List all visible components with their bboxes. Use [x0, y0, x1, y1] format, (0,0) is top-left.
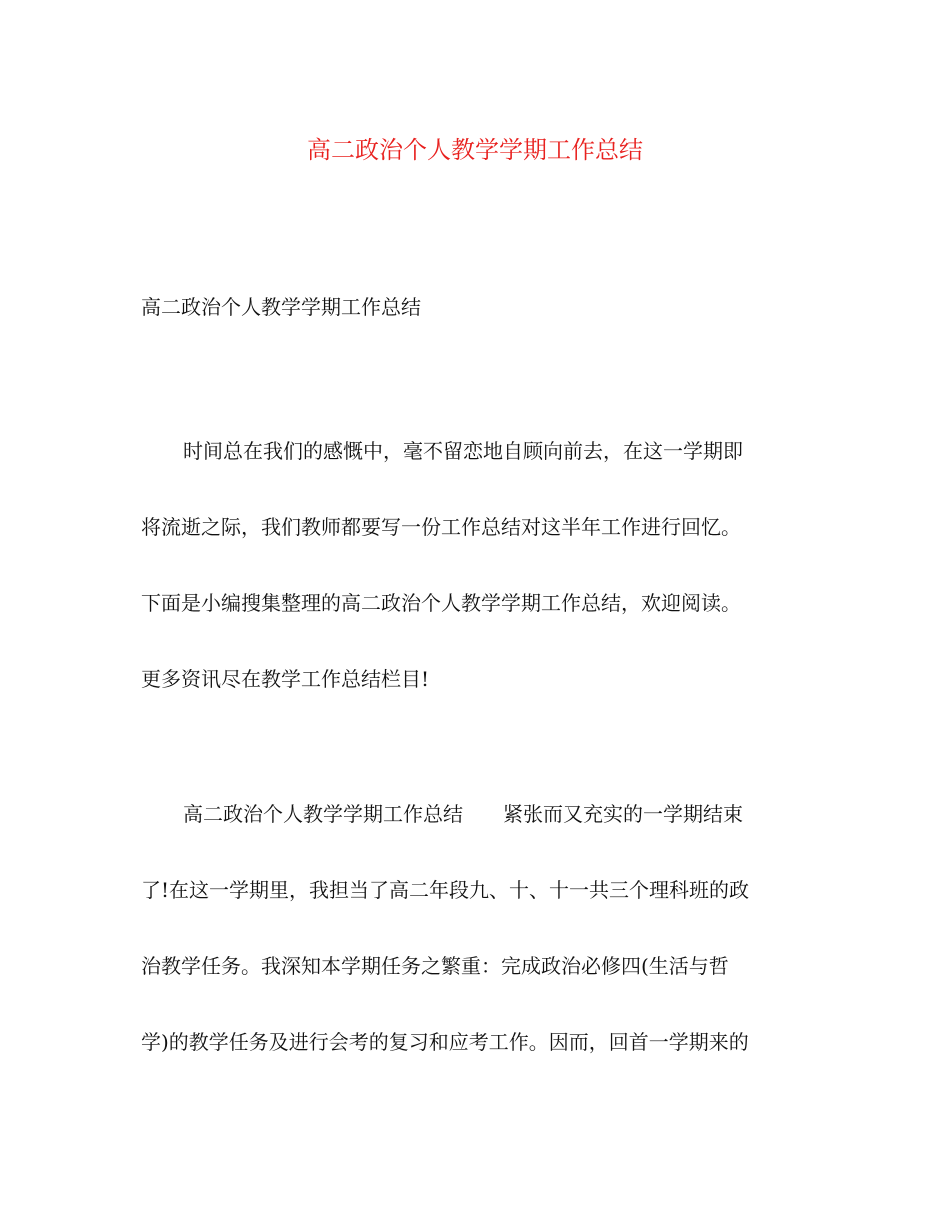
- document-subtitle: 高二政治个人教学学期工作总结: [141, 295, 421, 319]
- paragraph-line: 治教学任务。我深知本学期任务之繁重：完成政治必修四(生活与哲: [141, 954, 729, 978]
- document-title: 高二政治个人教学学期工作总结: [307, 136, 643, 164]
- paragraph-line: 将流逝之际，我们教师都要写一份工作总结对这半年工作进行回忆。: [141, 515, 741, 539]
- paragraph-line: 了!在这一学期里，我担当了高二年段九、十、十一共三个理科班的政: [141, 878, 750, 902]
- paragraph-line: 学)的教学任务及进行会考的复习和应考工作。因而，回首一学期来的: [141, 1030, 749, 1054]
- paragraph-line: 时间总在我们的感慨中，毫不留恋地自顾向前去，在这一学期即: [183, 439, 743, 463]
- paragraph-line: 更多资讯尽在教学工作总结栏目!: [141, 667, 430, 691]
- paragraph-line: 下面是小编搜集整理的高二政治个人教学学期工作总结，欢迎阅读。: [141, 591, 741, 615]
- paragraph-line: 高二政治个人教学学期工作总结 紧张而又充实的一学期结束: [183, 802, 743, 826]
- paragraph-body: [141, 800, 821, 1104]
- paragraph-intro: [141, 437, 821, 741]
